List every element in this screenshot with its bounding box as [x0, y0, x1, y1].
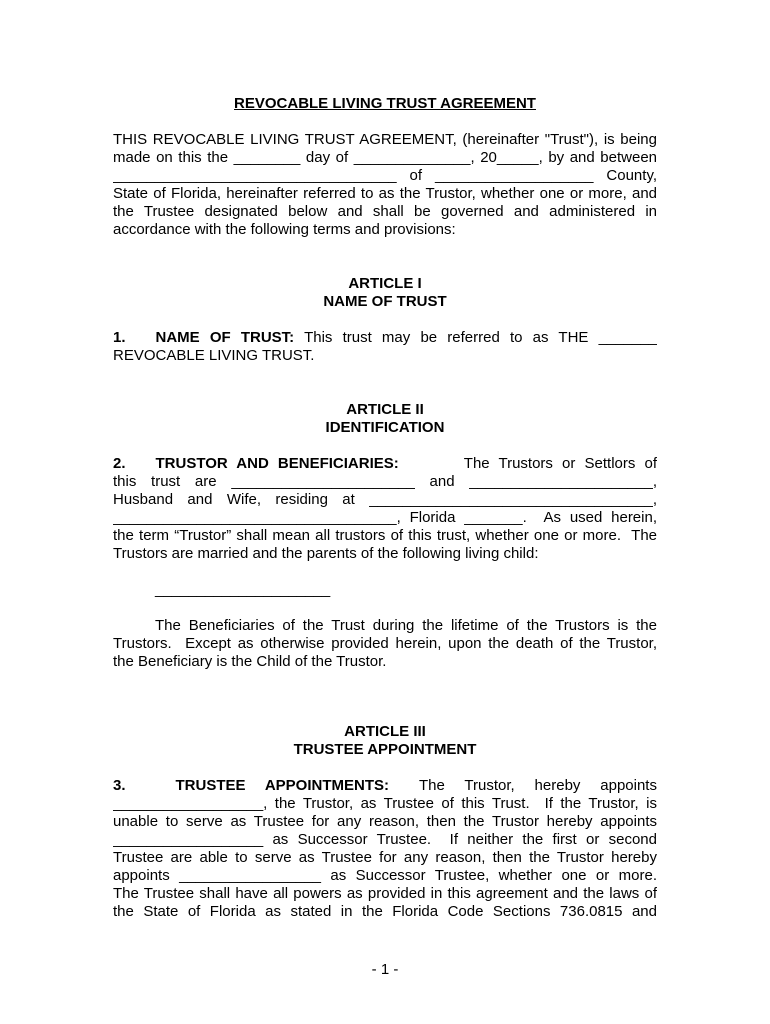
- paragraph-line: this trust are ______________________ and ______________________,: [113, 473, 657, 490]
- clause-label: TRUSTEE APPOINTMENTS:: [175, 777, 389, 794]
- article-1-heading-block: [113, 275, 657, 311]
- article-heading: ARTICLE II: [346, 401, 424, 418]
- child-name-blank-line: [113, 581, 657, 599]
- tab-spacer: [399, 467, 464, 468]
- paragraph-line: __________________________________, Florida _______. As used herein,: [113, 509, 657, 526]
- clause-1-paragraph: [113, 329, 657, 365]
- paragraph-line: unable to serve as Trustee for any reason, then the Trustor hereby appoints: [113, 813, 657, 830]
- article-heading: ARTICLE III: [344, 723, 426, 740]
- blank-field: _____________________: [155, 581, 331, 598]
- paragraph-line: the Beneficiary is the Child of the Trustor.: [113, 653, 387, 670]
- opening-paragraph: [113, 131, 657, 239]
- clause-text: The Trustors or Settlors of: [463, 455, 657, 472]
- clause-label: TRUSTOR AND BENEFICIARIES:: [155, 455, 399, 472]
- paragraph-line: REVOCABLE LIVING TRUST.: [113, 347, 315, 364]
- paragraph-line: State of Florida, hereinafter referred to as the Trustor, whether one or more, and: [113, 185, 657, 202]
- paragraph-line: appoints _________________ as Successor Trustee, whether one or more.: [113, 867, 657, 884]
- paragraph-line: [113, 455, 657, 473]
- paragraph-line: Trustors are married and the parents of the following living child:: [113, 545, 539, 562]
- tab-spacer: [389, 789, 419, 790]
- clause-number: 3.: [113, 777, 126, 794]
- page-number: - 1 -: [371, 961, 399, 978]
- document-title: REVOCABLE LIVING TRUST AGREEMENT: [234, 95, 536, 112]
- tab-spacer: [126, 789, 176, 790]
- tab-spacer: [126, 467, 156, 468]
- clause-label: NAME OF TRUST:: [155, 329, 295, 346]
- paragraph-line: the Trustee designated below and shall be governed and administered in: [113, 203, 657, 220]
- paragraph-line: accordance with the following terms and provisions:: [113, 221, 456, 238]
- paragraph-line: Husband and Wife, residing at __________________________________,: [113, 491, 657, 508]
- clause-text: The Trustor, hereby appoints: [418, 777, 657, 794]
- paragraph-line: [113, 777, 657, 795]
- paragraph-line: made on this the ________ day of ______________, 20_____, by and between: [113, 149, 657, 166]
- clause-number: 1.: [113, 329, 126, 346]
- article-3-heading-block: [113, 723, 657, 759]
- paragraph-text: The Beneficiaries of the Trust during the lifetime of the Trustors is the: [155, 617, 657, 634]
- paragraph-line: Trustee are able to serve as Trustee for any reason, then the Trustor hereby: [113, 849, 657, 866]
- paragraph-line: __________________ as Successor Trustee. If neither the first or second: [113, 831, 657, 848]
- article-subheading: IDENTIFICATION: [325, 419, 445, 436]
- article-heading: ARTICLE I: [348, 275, 422, 292]
- paragraph-line: [113, 329, 657, 347]
- paragraph-line: [113, 617, 657, 635]
- paragraph-line: Trustors. Except as otherwise provided herein, upon the death of the Trustor,: [113, 635, 657, 652]
- clause-text: This trust may be referred to as THE _______: [294, 329, 657, 346]
- paragraph-line: The Trustee shall have all powers as provided in this agreement and the laws of: [113, 885, 657, 902]
- tab-spacer: [113, 629, 155, 630]
- paragraph-line: the term “Trustor” shall mean all trustors of this trust, whether one or more. The: [113, 527, 657, 544]
- paragraph-line: __________________________________ of ___________________ County,: [113, 167, 657, 184]
- paragraph-line: the State of Florida as stated in the Florida Code Sections 736.0815 and: [113, 903, 657, 920]
- beneficiaries-paragraph: [113, 617, 657, 671]
- tab-spacer: [113, 593, 155, 594]
- article-subheading: TRUSTEE APPOINTMENT: [293, 741, 477, 758]
- tab-spacer: [126, 341, 156, 342]
- article-subheading: NAME OF TRUST: [323, 293, 447, 310]
- paragraph-line: THIS REVOCABLE LIVING TRUST AGREEMENT, (hereinafter "Trust"), is being: [113, 131, 657, 148]
- paragraph-line: __________________, the Trustor, as Trustee of this Trust. If the Trustor, is: [113, 795, 657, 812]
- clause-number: 2.: [113, 455, 126, 472]
- clause-3-paragraph: [113, 777, 657, 921]
- clause-2-paragraph: [113, 455, 657, 563]
- article-2-heading-block: [113, 401, 657, 437]
